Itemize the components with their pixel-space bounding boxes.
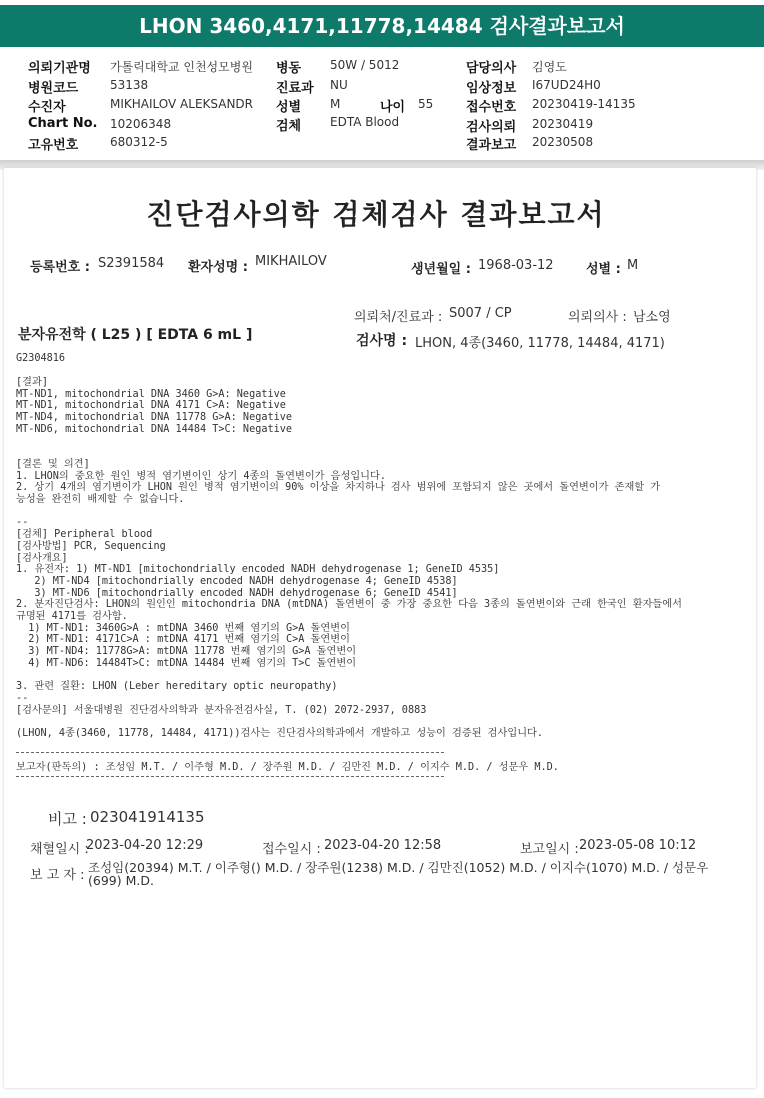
requesting-institution-value: 가톨릭대학교 인천성모병원 [110,60,253,74]
receive-value: 2023-04-20 12:58 [324,838,442,853]
unique-no-label: 고유번호 [28,138,79,153]
report-body-line: MT-ND4, mitochondrial DNA 11778 G>A: Negative [16,412,293,424]
report-body-line: 2. 상기 4개의 염기변이가 LHON 원인 병적 염기변이의 90% 이상을 차지하나 검사 범위에 포함되지 않은 곳에서 돌연변이가 존재할 가 [16,482,661,494]
report-body-line: 능성을 완전히 배제할 수 없습니다. [16,494,185,505]
report-body-line: 3) MT-ND4: 11778G>A: mtDNA 11778 번째 염기의 G>A 돌연변이 [16,646,357,658]
report-body-line: 1. LHON의 중요한 원인 병적 염기변이인 상기 4종의 돌연변이가 음성입니다. [16,470,386,482]
report-banner-title: LHON 3460,4171,11778,14484 검사결과보고서 [0,5,764,47]
patient-name-value: MIKHAILOV [255,254,327,269]
report-body-line: 1. 유전자: 1) MT-ND1 [mitochondrially encoded NADH dehydrogenase 1; GeneID 4535] [16,564,500,576]
reg-no-label: 등록번호 : [30,260,90,275]
report-body-line: -- [16,692,29,704]
report-time-label: 보고일시 : [520,842,579,857]
patient-label: 수진자 [28,100,66,115]
receipt-no-value: 20230419-14135 [532,97,636,111]
chart-no-label: Chart No. [28,116,98,131]
report-sex-label: 성별 : [586,262,621,277]
report-body-line: (LHON, 4종(3460, 11778, 14484, 4171))검사는 진단검사의학과에서 개발하고 성능이 검증된 검사입니다. [16,728,544,739]
patient-info-header [0,50,764,160]
section-title: 분자유전학 ( L25 ) [ EDTA 6 mL ] [18,327,253,343]
test-request-value: 20230419 [532,117,594,131]
reporters-line: 보고자(판독의) : 조성임 M.T. / 이주형 M.D. / 장주원 M.D. / 김만진 M.D. / 이지수 M.D. / 성문우 M.D. [16,762,559,773]
report-body-line: MT-ND1, mitochondrial DNA 3460 G>A: Negative [16,388,286,400]
unique-no-value: 680312-5 [110,135,168,149]
sex-label: 성별 [276,100,302,115]
referring-doctor-value: 남소영 [633,310,671,325]
reg-no-value: S2391584 [98,256,165,271]
requesting-institution-label: 의뢰기관명 [28,61,91,76]
receive-label: 접수일시 : [262,842,321,857]
report-body-line: 3) MT-ND6 [mitochondrially encoded NADH dehydrogenase 6; GeneID 4541] [16,587,458,599]
dept-label: 진료과 [276,81,314,96]
report-body-line: 2. 분자진단검사: LHON의 원인인 mitochondria DNA (mtDNA) 돌연변이 중 가장 중요한 다음 3종의 돌연변이와 근래 한국인 환자들에서 [16,599,682,611]
referring-doctor-label: 의뢰의사 : [568,310,627,325]
report-body-line: -- [16,517,29,529]
reporter-line-1: 조성임(20394) M.T. / 이주형() M.D. / 장주원(1238) M.D. / 김만진(1052) M.D. / 이지수(1070) M.D. / 성문우 [88,860,709,875]
report-body-line: 1) MT-ND1: 3460G>A : mtDNA 3460 번째 염기의 G>A 돌연변이 [16,622,350,634]
specimen-label: 검체 [276,119,302,134]
ward-value: 50W / 5012 [330,58,400,72]
report-body-line: [검체] Peripheral blood [16,529,153,541]
clinical-info-label: 임상정보 [466,81,517,96]
report-body-line: [결론 및 의견] [16,458,90,470]
report-sex-value: M [627,258,639,273]
ward-label: 병동 [276,61,302,76]
result-report-label: 결과보고 [466,138,517,153]
reporter-line-2: (699) M.D. [88,873,154,888]
report-title: 진단검사의학 검체검사 결과보고서 [146,198,606,231]
dept-value: NU [330,78,348,92]
clinical-info-value: I67UD24H0 [532,78,601,92]
referrer-dept-label: 의뢰처/진료과 : [354,310,443,325]
result-report-value: 20230508 [532,135,594,149]
report-body-line: [검사방법] PCR, Sequencing [16,540,166,552]
collect-value: 2023-04-20 12:29 [86,838,204,853]
report-time-value: 2023-05-08 10:12 [579,838,697,853]
hospital-code-value: 53138 [110,78,149,92]
dob-value: 1968-03-12 [478,258,554,273]
reporter-label: 보 고 자 : [30,868,85,883]
remark-label: 비고 : [48,810,87,828]
report-body-line: 2) MT-ND1: 4171C>A : mtDNA 4171 번째 염기의 C>A 돌연변이 [16,634,350,646]
report-body-line: [검사개요] [16,552,68,564]
dashed-rule-bottom [16,776,444,777]
report-body-line: MT-ND1, mitochondrial DNA 4171 C>A: Negative [16,400,286,412]
sample-id: G2304816 [16,353,66,364]
report-body-line: MT-ND6, mitochondrial DNA 14484 T>C: Negative [16,423,293,435]
patient-value: MIKHAILOV ALEKSANDR [110,97,253,111]
hospital-code-label: 병원코드 [28,81,79,96]
remark-value: 023041914135 [90,808,205,826]
report-body-line: [결과] [16,377,48,388]
dob-label: 생년월일 : [411,262,471,277]
test-name-value: LHON, 4종(3460, 11778, 14484, 4171) [415,336,665,351]
specimen-value: EDTA Blood [330,115,400,129]
doctor-value: 김영도 [532,60,567,74]
collect-label: 채혈일시 : [30,842,89,857]
receipt-no-label: 접수번호 [466,100,517,115]
referrer-dept-value: S007 / CP [449,306,512,321]
age-label: 나이 [380,100,406,115]
test-name-label: 검사명 : [356,333,408,349]
report-body-line: 규명된 4171를 검사함. [16,611,128,622]
sex-value: M [330,97,341,111]
patient-name-label: 환자성명 : [188,260,248,275]
report-body-line: 2) MT-ND4 [mitochondrially encoded NADH dehydrogenase 4; GeneID 4538] [16,575,458,587]
report-body-line: [검사문의] 서울대병원 진단검사의학과 분자유전검사실, T. (02) 2072-2937, 0883 [16,704,427,716]
doctor-label: 담당의사 [466,61,517,76]
report-body-line: 4) MT-ND6: 14484T>C: mtDNA 14484 번째 염기의 T>C 돌연변이 [16,657,357,669]
age-value: 55 [418,97,434,111]
report-body-line: 3. 관련 질환: LHON (Leber hereditary optic neuropathy) [16,681,338,693]
test-request-label: 검사의뢰 [466,120,517,135]
dashed-rule-top [16,752,444,753]
chart-no-value: 10206348 [110,117,172,131]
